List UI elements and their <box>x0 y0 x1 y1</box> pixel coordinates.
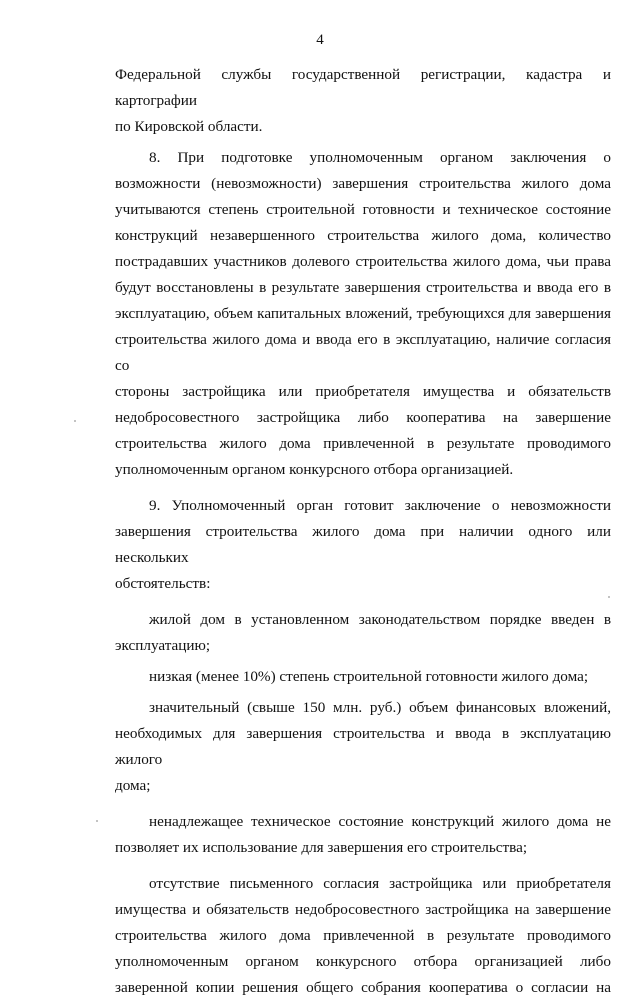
text-line: дома; <box>115 777 151 794</box>
text-line: будут восстановлены в результате завершения строительства и ввода его в <box>115 279 611 296</box>
text-line: обстоятельств: <box>115 575 211 592</box>
text-line: уполномоченным органом конкурсного отбора организацией. <box>115 461 514 478</box>
paragraph-condition-technical-state <box>115 809 611 861</box>
document-body <box>115 62 611 1001</box>
scan-speck <box>96 820 98 822</box>
text-line: стороны застройщика или приобретателя имущества и обязательств <box>115 383 611 400</box>
text-line: значительный (свыше 150 млн. руб.) объем финансовых вложений, <box>149 699 611 716</box>
text-line: жилой дом в установленном законодательством порядке введен в <box>149 611 611 628</box>
scan-speck <box>74 420 76 422</box>
text-line: строительства жилого дома привлеченной в результате проводимого <box>115 435 611 452</box>
paragraph-condition-no-consent <box>115 871 611 1001</box>
text-line: учитываются степень строительной готовности и техническое состояние <box>115 201 611 218</box>
text-line: 8. При подготовке уполномоченным органом заключения о <box>149 149 611 166</box>
text-line: строительства жилого дома и ввода его в эксплуатацию, наличие согласия со <box>115 331 611 374</box>
paragraph-condition-commissioned <box>115 607 611 659</box>
paragraph-item-9 <box>115 493 611 597</box>
page-number: 4 <box>316 32 324 48</box>
text-line: эксплуатацию, объем капитальных вложений, требующихся для завершения <box>115 305 611 322</box>
text-line: низкая (менее 10%) степень строительной готовности жилого дома; <box>149 668 589 685</box>
text-line: по Кировской области. <box>115 118 263 135</box>
text-line: строительства жилого дома привлеченной в результате проводимого <box>115 927 611 944</box>
paragraph-continuation <box>115 62 611 140</box>
text-line: уполномоченным органом конкурсного отбора организацией либо <box>115 953 611 970</box>
paragraph-condition-investment <box>115 695 611 799</box>
text-line: завершения строительства жилого дома при наличии одного или нескольких <box>115 523 611 566</box>
text-line: пострадавших участников долевого строительства жилого дома, чьи права <box>115 253 611 270</box>
paragraph-condition-low-readiness <box>115 664 611 690</box>
scan-speck <box>608 596 610 598</box>
text-line: позволяет их использование для завершения его строительства; <box>115 839 528 856</box>
text-line: заверенной копии решения общего собрания кооператива о согласии на <box>115 979 611 996</box>
text-line: недобросовестного застройщика либо кооператива на завершение <box>115 409 611 426</box>
text-line: Федеральной службы государственной регистрации, кадастра и картографии <box>115 66 611 109</box>
text-line: конструкций незавершенного строительства жилого дома, количество <box>115 227 611 244</box>
text-line: ненадлежащее техническое состояние конструкций жилого дома не <box>149 813 611 830</box>
paragraph-item-8 <box>115 145 611 483</box>
text-line: эксплуатацию; <box>115 637 211 654</box>
text-line: имущества и обязательств недобросовестного застройщика на завершение <box>115 901 611 918</box>
text-line: отсутствие письменного согласия застройщика или приобретателя <box>149 875 611 892</box>
text-line: необходимых для завершения строительства и ввода в эксплуатацию жилого <box>115 725 611 768</box>
text-line: возможности (невозможности) завершения строительства жилого дома <box>115 175 611 192</box>
text-line: 9. Уполномоченный орган готовит заключение о невозможности <box>149 497 611 514</box>
